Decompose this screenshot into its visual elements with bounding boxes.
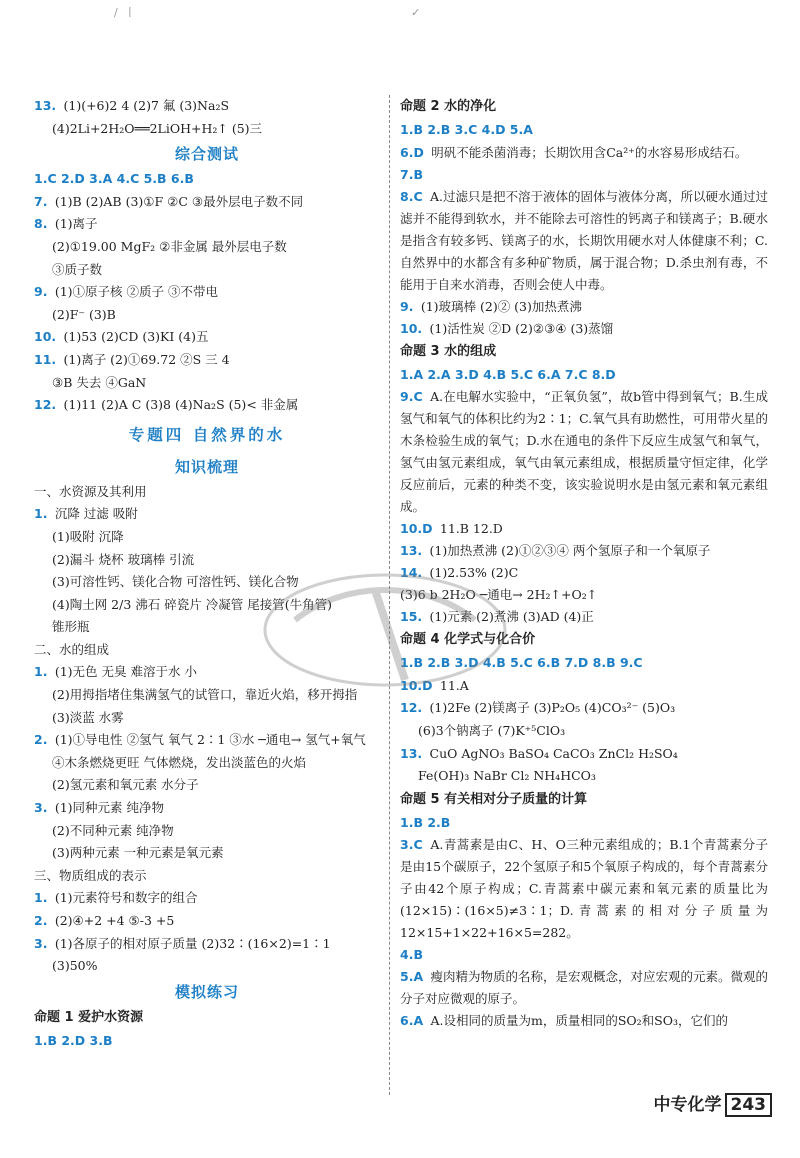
answer-text: A.设相同的质量为m，质量相同的SO₂和SO₃，它们的 <box>430 1013 728 1029</box>
answer-text: 11.B 12.D <box>439 521 503 537</box>
answer-text: (1)吸附 沉降 <box>52 528 124 544</box>
left_lines-line <box>34 95 380 118</box>
zonghe_lines-line <box>34 259 380 282</box>
zhishi_lines-line <box>34 526 380 549</box>
answer-text: 二、水的组成 <box>34 641 110 657</box>
question-number: 10.D <box>400 677 437 693</box>
question-number: 4.B <box>400 947 423 963</box>
mingti-1-title: 命题 1 爱护水资源 <box>34 1009 144 1025</box>
zhishi_lines-line <box>34 707 380 730</box>
zonghe_lines-line <box>34 281 380 304</box>
zonghe_lines-line <box>34 372 380 395</box>
answer-text: (3)6 b 2H₂O ─通电→ 2H₂↑+O₂↑ <box>400 587 598 603</box>
answer-text: (2)①19.00 MgF₂ ②非金属 最外层电子数 <box>52 238 287 254</box>
zhishi_lines-line <box>34 797 380 820</box>
answer-text: A.在电解水实验中，“正氧负氢”，故b管中得到氧气；B.生成氢气和氧气的体积比约为2∶1；C.氧气具有助燃性，可用带火星的木条检验生成的氧气；D.水在通电的条件下反应生成氢气和氧气，氢气由氢元素组成，氧气由氧元素组成，根据质量守恒定律，化学反应前后，元素的种类不变，该实验说明水是由氢元素和氧元素组成。 <box>400 389 768 515</box>
answer-text: (6)3个钠离子 (7)K⁺⁵ClO₃ <box>418 722 566 738</box>
m2_paras-line <box>400 142 768 164</box>
answer-text: (2)漏斗 烧杯 玻璃棒 引流 <box>52 551 195 567</box>
zonghe_lines-line <box>34 191 380 214</box>
m4_lines-line <box>400 765 768 788</box>
answer-text: (1)11 (2)A C (3)8 (4)Na₂S (5)< 非金属 <box>63 397 299 413</box>
answer-text: ③质子数 <box>52 261 103 277</box>
answer-text: (1)离子 (2)①69.72 ②S 三 4 <box>63 351 230 367</box>
zhishi_lines-line <box>34 752 380 775</box>
mingti-5-answers: 1.B 2.B <box>400 814 451 830</box>
answer-text: (2)F⁻ (3)B <box>52 306 116 322</box>
answer-text: ④木条燃烧更旺 气体燃烧，发出淡蓝色的火焰 <box>52 754 306 770</box>
answer-text: (1)活性炭 ②D (2)②③④ (3)蒸馏 <box>429 320 614 336</box>
m2_paras-line <box>400 296 768 318</box>
topic-title: 专题四 自然界的水 <box>128 425 286 444</box>
question-number: 9.C <box>400 389 428 405</box>
mingti-2-answers: 1.B 2.B 3.C 4.D 5.A <box>400 122 533 137</box>
question-number: 13. <box>400 543 427 559</box>
zhishi_lines-line <box>34 910 380 933</box>
question-number: 7.B <box>400 166 423 182</box>
zhishi_lines-line <box>34 820 380 843</box>
question-number: 11. <box>34 351 61 367</box>
answer-text: (1)B (2)AB (3)①F ②C ③最外层电子数不同 <box>54 193 304 209</box>
question-number: 1. <box>34 664 52 680</box>
answer-text: Fe(OH)₃ NaBr Cl₂ NH₄HCO₃ <box>418 768 596 784</box>
question-number: 7. <box>34 193 52 209</box>
question-number: 9. <box>400 298 418 314</box>
zhishi_lines-line <box>34 933 380 956</box>
question-number: 10.D <box>400 521 437 537</box>
zhishi_lines-line <box>34 503 380 526</box>
answer-text: A.过滤只是把不溶于液体的固体与液体分离，所以硬水通过过滤并不能得到软水，并不能除去可溶性的钙离子和镁离子；B.硬水是指含有较多钙、镁离子的水，长期饮用硬水对人体健康不利；C.自然界中的水都含有多种矿物质，属于混合物；D.杀虫剂有毒，不能用于自来水消毒，否则会使人中毒。 <box>400 188 768 292</box>
answer-text: (1)53 (2)CD (3)KI (4)五 <box>63 329 209 345</box>
question-number: 3. <box>34 800 52 816</box>
answer-text: (3)可溶性钙、镁化合物 可溶性钙、镁化合物 <box>52 574 299 590</box>
zonghe_lines-line <box>34 304 380 327</box>
question-number: 10. <box>34 329 61 345</box>
question-number: 3.C <box>400 837 428 853</box>
answer-text: 明矾不能杀菌消毒；长期饮用含Ca²⁺的水容易形成结石。 <box>431 144 748 160</box>
answer-text: 锥形瓶 <box>52 619 90 635</box>
answer-text: (2)④+2 +4 ⑤-3 +5 <box>54 913 175 928</box>
left-top-answers <box>34 95 380 140</box>
answer-text: (2)用拇指堵住集满氢气的试管口，靠近火焰，移开拇指 <box>52 687 358 703</box>
mingti-2-title: 命题 2 水的净化 <box>400 99 497 114</box>
answer-text: (1)2.53% (2)C <box>429 565 519 581</box>
answer-text: (1)无色 无臭 难溶于水 小 <box>54 664 197 680</box>
m5_paras-line <box>400 966 768 1010</box>
zhishi_lines-line <box>34 955 380 978</box>
zonghe_lines-line <box>34 349 380 372</box>
question-number: 1. <box>34 890 52 906</box>
mingti-3-title: 命题 3 水的组成 <box>400 343 497 359</box>
answer-text: CuO AgNO₃ BaSO₄ CaCO₃ ZnCl₂ H₂SO₄ <box>429 745 678 761</box>
m3_paras-line <box>400 518 768 540</box>
zhishi_lines-line <box>34 842 380 865</box>
answer-text: (1)同种元素 纯净物 <box>54 800 164 816</box>
section-title-moni: 模拟练习 <box>174 982 239 1001</box>
question-number: 2. <box>34 913 52 928</box>
m2_paras-line <box>400 164 768 186</box>
footer-title: 中专化学 <box>653 1095 722 1115</box>
question-number: 1. <box>34 506 52 522</box>
mingti-1-answers: 1.B 2.D 3.B <box>34 1032 113 1048</box>
m2_paras-line <box>400 318 768 340</box>
answer-text: (1)(+6)2 4 (2)7 氟 (3)Na₂S <box>63 98 230 113</box>
question-number: 13. <box>34 98 61 113</box>
answer-text: (1)各原子的相对原子质量 (2)32∶(16×2)=1∶1 <box>54 935 331 951</box>
answer-text: (1)①导电性 ②氢气 氧气 2∶1 ③水 ─通电→ 氢气+氧气 <box>54 732 366 748</box>
m4_lines-line <box>400 720 768 743</box>
zhishi_lines-line <box>34 481 380 504</box>
zhishi_lines-line <box>34 774 380 797</box>
zonghe_lines-line <box>34 394 380 417</box>
answer-text: (1)玻璃棒 (2)② (3)加热煮沸 <box>420 298 582 314</box>
answer-text: (3)淡蓝 水雾 <box>52 709 124 725</box>
answer-text: (2)不同种元素 纯净物 <box>52 822 174 838</box>
question-number: 6.D <box>400 144 429 160</box>
mingti-5-explanations <box>400 834 768 1032</box>
mingti-5-title: 命题 5 有关相对分子质量的计算 <box>400 791 588 807</box>
answer-text: (3)50% <box>52 958 98 974</box>
question-number: 9. <box>34 284 52 300</box>
answer-text: 三、物质组成的表示 <box>34 867 147 883</box>
answer-text: 沉降 过滤 吸附 <box>54 506 138 522</box>
answer-text: ③B 失去 ④GaN <box>52 374 147 390</box>
m5_paras-line <box>400 834 768 944</box>
m5_paras-line <box>400 944 768 966</box>
question-number: 12. <box>400 700 427 716</box>
page-number: 243 <box>725 1093 773 1117</box>
zonghe_lines-line <box>34 213 380 236</box>
question-number: 6.A <box>400 1013 428 1029</box>
answer-text: (1)①原子核 ②质子 ③不带电 <box>54 284 218 300</box>
question-number: 8.C <box>400 188 427 204</box>
section-title-zhishi: 知识梳理 <box>174 457 239 476</box>
zonghe_lines-line <box>34 236 380 259</box>
watermark-stamp <box>255 560 515 700</box>
answer-text: (3)两种元素 一种元素是氧元素 <box>52 845 224 861</box>
m3_paras-line <box>400 540 768 562</box>
zhishi_lines-line <box>34 865 380 888</box>
m5_paras-line <box>400 1010 768 1032</box>
answer-text: (2)氢元素和氧元素 水分子 <box>52 777 199 793</box>
m2_paras-line <box>400 186 768 296</box>
question-number: 10. <box>400 320 427 336</box>
zhishi_lines-line <box>34 887 380 910</box>
answer-text: 一、水资源及其利用 <box>34 483 147 499</box>
mingti-2-explanations <box>400 142 768 340</box>
question-number: 12. <box>34 397 61 413</box>
answer-text: (1)2Fe (2)镁离子 (3)P₂O₅ (4)CO₃²⁻ (5)O₃ <box>429 700 676 716</box>
m3_paras-line <box>400 386 768 518</box>
answer-text: (1)元素 (2)煮沸 (3)AD (4)正 <box>429 609 594 625</box>
mingti-3-answers: 1.A 2.A 3.D 4.B 5.C 6.A 7.C 8.D <box>400 366 616 382</box>
zonghe-answers <box>34 191 380 417</box>
left_lines-line <box>34 118 380 141</box>
section-title-zonghe: 综合测试 <box>174 145 239 164</box>
answer-text: 11.A <box>439 677 469 693</box>
answer-text: A.青蒿素是由C、H、O三种元素组成的；B.1个青蒿素分子是由15个碳原子，22个氢原子和5个氧原子构成的，每个青蒿素分子由42个原子构成；C.青蒿素中碳元素和氧元素的质量比为(12×15)∶(16×5)≠3∶1；D.青蒿素的相对分子质量为12×15+1×22+16×5=282。 <box>400 837 768 941</box>
answer-text: (1)离子 <box>54 216 98 232</box>
question-number: 13. <box>400 745 427 761</box>
zhishi-content <box>34 481 380 978</box>
question-number: 15. <box>400 609 427 625</box>
page-footer <box>654 1090 773 1115</box>
answer-text: (1)加热煮沸 (2)①②③④ 两个氢原子和一个氧原子 <box>429 543 711 559</box>
m4_lines-line <box>400 743 768 766</box>
mingti-4-answers: 1.B 2.B 3.D 4.B 5.C 6.B 7.D 8.B 9.C <box>400 655 643 671</box>
question-number: 5.A <box>400 969 428 985</box>
mingti-4-title: 命题 4 化学式与化合价 <box>400 632 536 648</box>
answer-text: 瘦肉精为物质的名称，是宏观概念，对应宏观的元素。微观的分子对应微观的原子。 <box>400 969 768 1007</box>
question-number: 14. <box>400 565 427 581</box>
answer-text: (4)陶土网 2/3 沸石 碎瓷片 冷凝管 尾接管(牛角管) <box>52 596 332 612</box>
question-number: 3. <box>34 935 52 951</box>
m4_lines-line <box>400 697 768 720</box>
zonghe_lines-line <box>34 326 380 349</box>
zonghe-choice-answers: 1.C 2.D 3.A 4.C 5.B 6.B <box>34 171 194 187</box>
question-number: 2. <box>34 732 52 748</box>
question-number: 8. <box>34 216 52 232</box>
zhishi_lines-line <box>34 729 380 752</box>
scribble-marks: / ∣ ✓ <box>114 6 421 19</box>
answer-text: (1)元素符号和数字的组合 <box>54 890 198 906</box>
answer-text: (4)2Li+2H₂O══2LiOH+H₂↑ (5)三 <box>52 120 263 136</box>
